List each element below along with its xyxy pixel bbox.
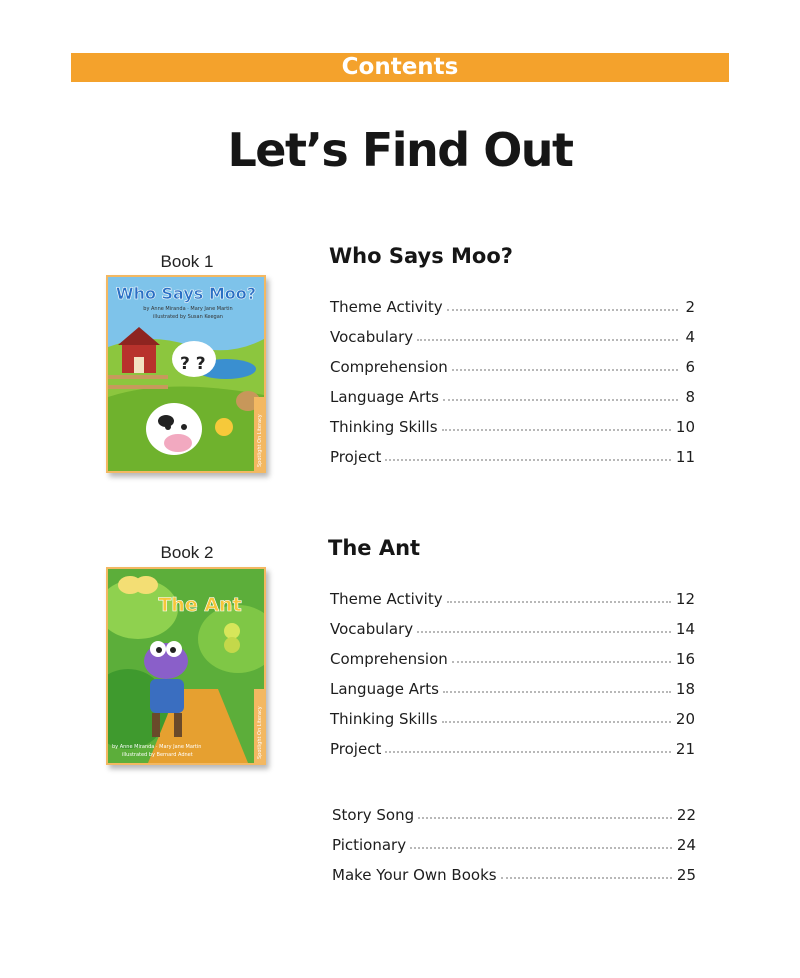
toc-entry-page: 16 (675, 650, 695, 668)
dot-leader (385, 751, 671, 753)
toc-entry[interactable] (330, 316, 695, 346)
toc-entry-page: 22 (676, 806, 696, 824)
book-2-cover-credits: by Anne Miranda · Mary Jane Martin (112, 744, 202, 750)
book-2-toc (330, 578, 695, 758)
toc-entry[interactable] (332, 794, 696, 824)
toc-entry[interactable] (330, 346, 695, 376)
toc-entry-label: Language Arts (330, 388, 439, 406)
toc-entry-label: Comprehension (330, 650, 448, 668)
toc-entry-page: 10 (675, 418, 695, 436)
extras-toc (332, 794, 696, 884)
toc-entry-page: 20 (675, 710, 695, 728)
toc-entry-label: Thinking Skills (330, 418, 438, 436)
book-2-cover-title: The Ant (158, 594, 242, 616)
toc-entry-label: Theme Activity (330, 298, 443, 316)
toc-entry[interactable] (330, 668, 695, 698)
page-title: Let’s Find Out (227, 123, 573, 177)
book-1-toc (330, 286, 695, 466)
toc-entry[interactable] (330, 608, 695, 638)
book-2-cover[interactable] (106, 567, 266, 765)
toc-entry-page: 24 (676, 836, 696, 854)
dot-leader (385, 459, 671, 461)
toc-entry-page: 4 (685, 328, 695, 346)
dot-leader (442, 721, 671, 723)
book-1-title: Who Says Moo? (329, 244, 513, 268)
toc-entry[interactable] (332, 824, 696, 854)
toc-entry[interactable] (330, 286, 695, 316)
book-1-cover-title: Who Says Moo? (115, 284, 257, 303)
toc-entry-page: 2 (685, 298, 695, 316)
toc-entry-page: 11 (675, 448, 695, 466)
dot-leader (443, 691, 671, 693)
dot-leader (442, 429, 671, 431)
toc-entry[interactable] (330, 728, 695, 758)
dot-leader (447, 309, 678, 311)
toc-entry[interactable] (332, 854, 696, 884)
toc-entry[interactable] (330, 638, 695, 668)
toc-entry-label: Story Song (332, 806, 415, 824)
dot-leader (418, 817, 672, 819)
dot-leader (452, 369, 678, 371)
book-1-label: Book 1 (160, 252, 214, 271)
dot-leader (501, 877, 672, 879)
toc-entry-page: 12 (675, 590, 695, 608)
toc-entry-page: 18 (675, 680, 695, 698)
book-1-cover-spine: Spotlight On Literacy (257, 414, 263, 467)
toc-entry-label: Pictionary (332, 836, 407, 854)
toc-entry[interactable] (330, 698, 695, 728)
book-2-cover-illustrator: illustrated by Bernard Adnet (122, 752, 193, 758)
question-marks: ? ? (180, 354, 206, 374)
toc-entry-label: Language Arts (330, 680, 439, 698)
dot-leader (410, 847, 672, 849)
dot-leader (443, 399, 678, 401)
toc-entry[interactable] (330, 436, 695, 466)
dot-leader (417, 631, 671, 633)
toc-entry-label: Project (330, 740, 382, 758)
book-2-label: Book 2 (160, 543, 214, 562)
book-1-cover-illustrator: illustrated by Susan Keegan (153, 314, 223, 320)
toc-entry-label: Vocabulary (330, 620, 414, 638)
toc-entry-label: Thinking Skills (330, 710, 438, 728)
toc-entry-label: Make Your Own Books (332, 866, 497, 884)
toc-entry-label: Theme Activity (330, 590, 443, 608)
book-1-cover-credits: by Anne Miranda · Mary Jane Martin (143, 306, 233, 312)
dot-leader (452, 661, 671, 663)
toc-entry-page: 8 (685, 388, 695, 406)
toc-entry-page: 6 (685, 358, 695, 376)
book-1-cover[interactable] (106, 275, 266, 473)
book-2-title: The Ant (328, 536, 421, 560)
toc-entry-page: 14 (675, 620, 695, 638)
toc-entry-label: Vocabulary (330, 328, 414, 346)
toc-entry-label: Project (330, 448, 382, 466)
toc-entry[interactable] (330, 376, 695, 406)
toc-entry-page: 21 (675, 740, 695, 758)
dot-leader (447, 601, 671, 603)
contents-banner: Contents (71, 53, 729, 82)
toc-entry-page: 25 (676, 866, 696, 884)
book-2-cover-spine: Spotlight On Literacy (257, 706, 263, 759)
toc-entry-label: Comprehension (330, 358, 448, 376)
dot-leader (417, 339, 678, 341)
toc-entry[interactable] (330, 578, 695, 608)
toc-entry[interactable] (330, 406, 695, 436)
